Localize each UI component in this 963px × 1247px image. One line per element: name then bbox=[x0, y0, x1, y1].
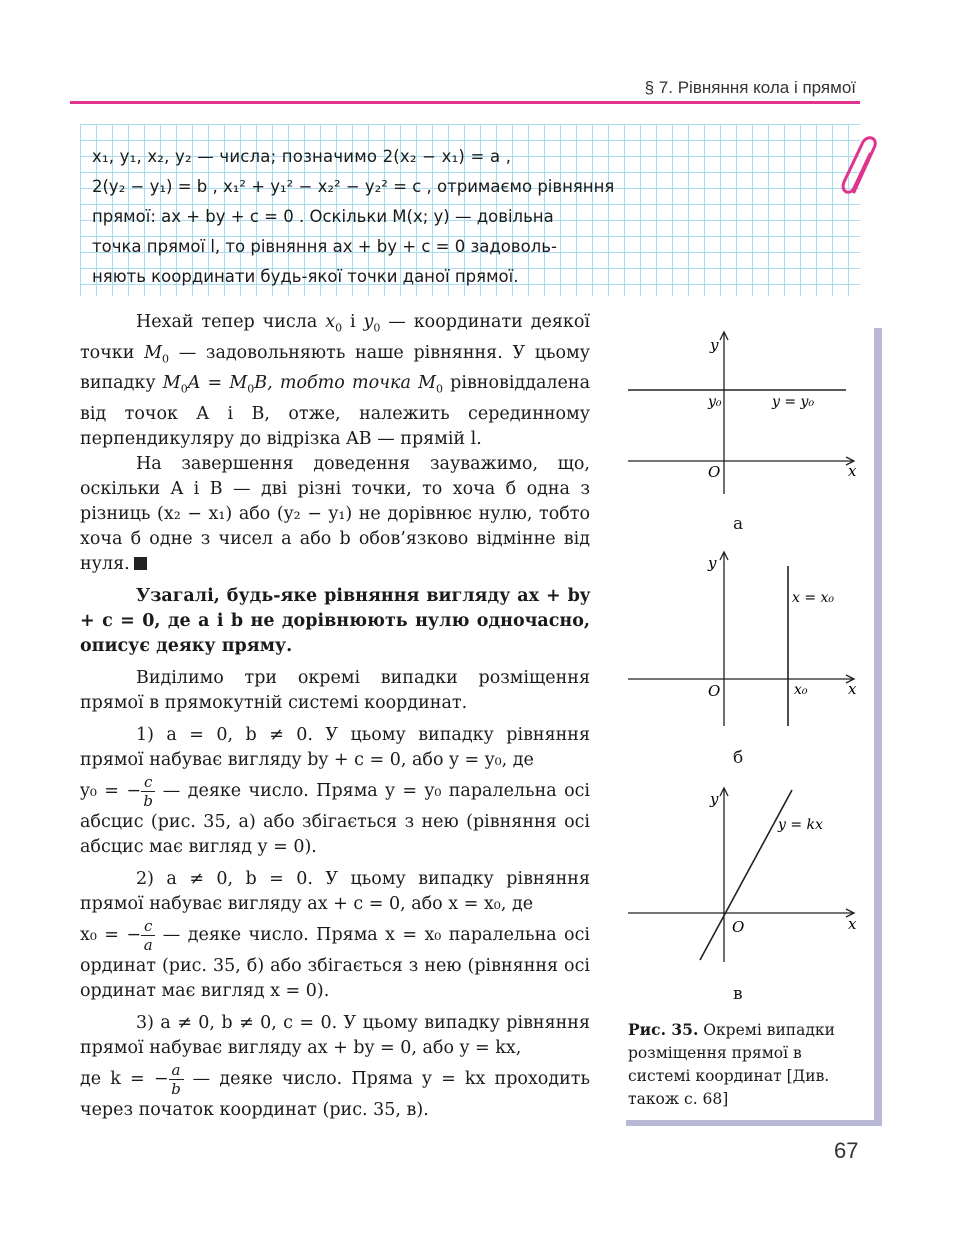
figure-a-label: а bbox=[733, 514, 744, 534]
line-label: y = kx bbox=[778, 817, 823, 833]
case-1-text: y₀ = − $\frac{c}{b}$ — деяке число. Пряма y = y₀ паралельна осі абсцис (рис. 35, а) або збігається з нею (рівняння осі абсцис має вигляд y = 0). bbox=[80, 772, 590, 857]
notes-line-4: точка прямої l, то рівняння ax + by + c = 0 задоволь- bbox=[92, 237, 557, 256]
figure-b-vertical-line bbox=[624, 546, 869, 731]
paperclip-icon bbox=[836, 132, 886, 204]
notes-line-1: x₁, y₁, x₂, y₂ — числа; позначимо 2(x₂ − x₁) = a , bbox=[92, 147, 512, 166]
figure-a-horizontal-line bbox=[624, 326, 869, 506]
header-rule bbox=[70, 101, 860, 104]
line-label: y = y₀ bbox=[772, 394, 815, 410]
paragraph-2: На завершення доведення зауважимо, що, оскільки A і B — дві різні точки, то хоча б одна з різниць (x₂ − x₁) або (y₂ − y₁) не дорівнює нулю, тобто хоча б одне з чисел a або b обов’язково відмінне від нуля. bbox=[80, 453, 590, 574]
running-header: § 7. Рівняння кола і прямої bbox=[644, 78, 856, 97]
case-3-text: де k = − $\frac{a}{b}$ — деяке число. Пряма y = kx проходить через початок координат (рис. 35, в). bbox=[80, 1060, 590, 1120]
main-text bbox=[80, 310, 590, 1123]
figure-c-line-through-origin bbox=[624, 782, 869, 967]
x-axis-label: x bbox=[848, 680, 857, 698]
notes-line-3: прямої: ax + by + c = 0 . Оскільки M(x; y) — довільна bbox=[92, 207, 554, 226]
figure-c-label: в bbox=[733, 984, 743, 1004]
origin-label: O bbox=[732, 918, 745, 936]
origin-label: O bbox=[708, 682, 721, 700]
case-3-line: 3) a ≠ 0, b ≠ 0, c = 0. У цьому випадку рівняння прямої набуває вигляду ax + by = 0, або y = kx, bbox=[80, 1012, 590, 1058]
tick-y0-label: y₀ bbox=[708, 394, 722, 410]
paragraph-1: Нехай тепер числа $x_0$ і $y_0$ — координати деякої точки $M_0$ — задовольняють наше рівняння. У цьому випадку $M_0A = M_0B$, тобто точка $M_0$ рівновіддалена від точок A і B, отже, належить серединному перпендикуляру до відрізка AB — прямій l. bbox=[80, 312, 591, 449]
x-axis-label: x bbox=[848, 462, 857, 480]
y-axis-label: y bbox=[710, 790, 719, 808]
fraction-c-over-a: $\frac{c}{a}$ bbox=[141, 917, 155, 954]
sidebar-bottom-rule bbox=[626, 1120, 882, 1126]
caption-text: Окремі випадки розміщення прямої в системі координат [Див. також с. 68] bbox=[628, 1021, 835, 1108]
fraction-a-over-b: $\frac{a}{b}$ bbox=[169, 1061, 184, 1098]
notes-line-5: няють координати будь-якої точки даної прямої. bbox=[92, 267, 519, 286]
line-y-equals-kx bbox=[700, 790, 792, 960]
paragraph-cases-intro: Виділимо три окремі випадки розміщення прямої в прямокутній системі координат. bbox=[80, 667, 590, 713]
origin-label: O bbox=[708, 463, 721, 481]
qed-square bbox=[134, 557, 147, 570]
tick-x0-label: x₀ bbox=[794, 682, 808, 698]
x-axis-label: x bbox=[848, 915, 857, 933]
notes-line-2: 2(y₂ − y₁) = b , x₁² + y₁² − x₂² − y₂² = c , отримаємо рівняння bbox=[92, 177, 615, 196]
caption-number: Рис. 35. bbox=[628, 1020, 699, 1039]
page-number: 67 bbox=[834, 1138, 859, 1163]
paragraph-theorem: Узагалі, будь-яке рівняння вигляду ax + by + c = 0, де a і b не дорівнюють нулю одночасно, описує деяку пряму. bbox=[80, 585, 590, 656]
case-2-line: 2) a ≠ 0, b = 0. У цьому випадку рівняння прямої набуває вигляду ax + c = 0, або x = x₀, де bbox=[80, 868, 590, 914]
line-label: x = x₀ bbox=[792, 590, 835, 606]
y-axis-label: y bbox=[708, 554, 717, 572]
sidebar-rule bbox=[874, 328, 882, 1126]
y-axis-label: y bbox=[710, 336, 719, 354]
case-1-line: 1) a = 0, b ≠ 0. У цьому випадку рівняння прямої набуває вигляду by + c = 0, або y = y₀, де bbox=[80, 724, 590, 770]
case-2-text: x₀ = − $\frac{c}{a}$ — деяке число. Пряма x = x₀ паралельна осі ординат (рис. 35, б) або збігається з нею (рівняння осі ординат має вигляд x = 0). bbox=[80, 916, 590, 1001]
figure-b-label: б bbox=[733, 748, 744, 768]
figure-caption bbox=[628, 1018, 868, 1111]
fraction-c-over-b: $\frac{c}{b}$ bbox=[141, 773, 155, 810]
